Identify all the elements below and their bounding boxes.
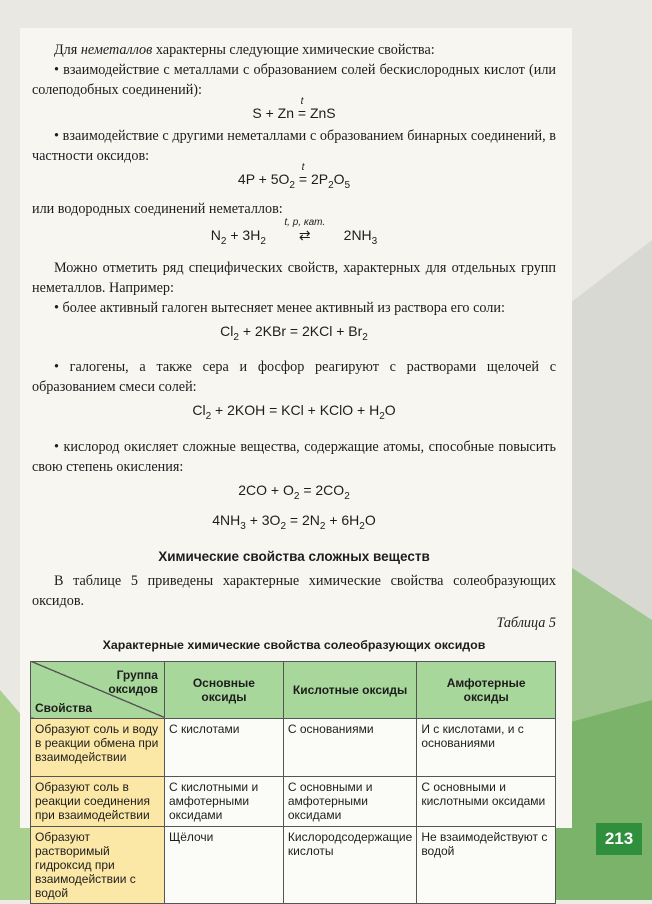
table-cell: Щёлочи: [164, 826, 283, 903]
oxides-table: [30, 661, 556, 904]
table-cell: С кислотными и амфотерными оксидами: [164, 776, 283, 826]
table-cell: Кислородсодержащие кислоты: [283, 826, 416, 903]
table-cell: С основными и амфотерными оксидами: [283, 776, 416, 826]
bullet-halogen: • более активный галоген вытесняет менее активный из раствора его соли:: [54, 299, 505, 316]
header-amphoteric-oxides: Амфотерные оксиды: [417, 661, 556, 718]
page-body: [32, 40, 556, 904]
table-header-row: [31, 661, 556, 718]
bullet-metals: • взаимодействие с металлами с образованием солей бескислородных кислот (или солеподобных соединений):: [32, 62, 556, 98]
bullet-nonmetals: • взаимодействие с другими неметаллами с образованием бинарных соединений, в частности оксидов:: [32, 128, 556, 164]
table-cell: Не взаимодействуют с водой: [417, 826, 556, 903]
table-row: [31, 776, 556, 826]
table-label: Таблица 5: [496, 614, 556, 631]
paragraph-table-ref: В таблице 5 приведены характерные химические свойства солеобразующих оксидов.: [32, 572, 556, 609]
bullet-alkali: • галогены, а также сера и фосфор реагируют с растворами щелочей с образованием смеси солей:: [32, 359, 556, 396]
bullet-oxygen: • кислород окисляет сложные вещества, содержащие атомы, способные повысить свою степень окисления:: [32, 439, 556, 476]
text-hydrogen-compounds: или водородных соединений неметаллов:: [32, 200, 283, 217]
row-property: Образуют растворимый гидроксид при взаимодействии с водой: [31, 826, 165, 903]
row-property: Образуют соль в реакции соединения при взаимодействии: [31, 776, 165, 826]
row-property: Образуют соль и воду в реакции обмена при взаимодействии: [31, 718, 165, 776]
corner-group-label: Группа оксидов: [108, 667, 158, 696]
paragraph-specific: Можно отметить ряд специфических свойств, характерных для отдельных групп неметаллов. Например:: [32, 259, 556, 296]
header-basic-oxides: Основные оксиды: [164, 661, 283, 718]
equation-n2-h2: $N_2 + 3H_2$ t, p, кат. ⇄ $2NH_3$: [210, 216, 378, 247]
table-cell: С основаниями: [283, 718, 416, 776]
equation-co-o2: $2CO + O_2 = 2CO_2$: [238, 482, 350, 502]
equation-cl2-koh: $Cl_2 + 2KOH$ = KCl + KClO + $H_2O$: [192, 402, 396, 423]
header-acidic-oxides: Кислотные оксиды: [283, 661, 416, 718]
table-row: [31, 826, 556, 903]
intro-paragraph: Для неметаллов характерны следующие химические свойства:: [54, 42, 435, 58]
equation-cl2-kbr: $Cl_2 + 2KBr = 2KCl + Br_2$: [220, 322, 368, 343]
equation-nh3-o2: $4NH_3 + 3O_2 = 2N_2 + 6H_2O$: [212, 511, 376, 532]
table-title: Характерные химические свойства солеобразующих оксидов: [102, 637, 486, 652]
page-number: 213: [596, 823, 642, 855]
equation-s-zn: S + Zn = t ZnS: [252, 96, 336, 121]
table-cell: И с кислотами, и с основаниями: [417, 718, 556, 776]
table-corner-cell: [31, 661, 165, 718]
intro-emphasis: неметаллов: [80, 42, 153, 58]
table-row: [31, 718, 556, 776]
table-cell: С основными и кислотными оксидами: [417, 776, 556, 826]
equation-p-o2: $4P + 5O_2$ = t $2P_2O_5$: [237, 162, 351, 191]
section-heading: Химические свойства сложных веществ: [158, 548, 430, 564]
corner-properties-label: Свойства: [35, 700, 93, 715]
table-cell: С кислотами: [164, 718, 283, 776]
